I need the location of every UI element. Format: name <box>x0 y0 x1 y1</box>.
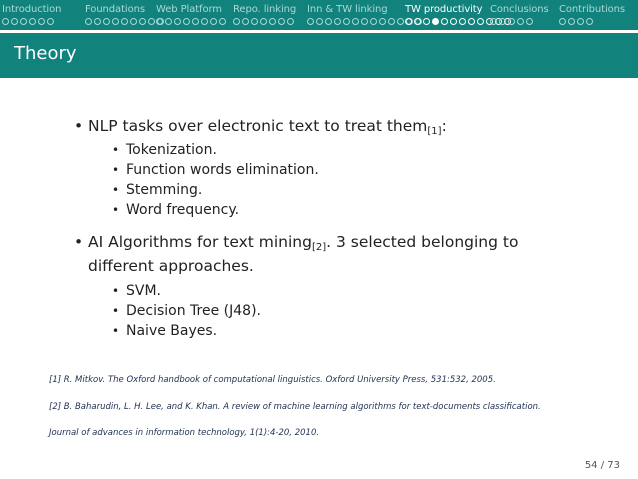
nav-slide-dot[interactable] <box>165 18 172 25</box>
nav-slide-dot[interactable] <box>459 18 466 25</box>
nav-slide-dot[interactable] <box>148 18 155 25</box>
nav-section-label[interactable]: Repo. linking <box>233 4 297 15</box>
bullet-icon: • <box>112 203 120 217</box>
nav-slide-dot[interactable] <box>370 18 377 25</box>
bullet-text: different approaches. <box>88 257 254 275</box>
sub-bullet <box>112 181 203 200</box>
sub-bullet-text: Function words elimination. <box>126 162 319 178</box>
nav-section-label[interactable]: Foundations <box>85 4 145 15</box>
nav-slide-dot[interactable] <box>508 18 515 25</box>
nav-section-label[interactable]: TW productivity <box>405 4 483 15</box>
nav-slide-dot[interactable] <box>526 18 533 25</box>
nav-slide-dot[interactable] <box>307 18 314 25</box>
nav-slide-dot[interactable] <box>210 18 217 25</box>
sub-bullet-text: Word frequency. <box>126 202 240 218</box>
frame-title: Theory <box>14 43 77 64</box>
nav-slide-dot[interactable] <box>397 18 404 25</box>
nav-slide-dot[interactable] <box>112 18 119 25</box>
nav-section-label[interactable]: Contributions <box>559 4 625 15</box>
bullet-icon: • <box>112 143 120 157</box>
sub-bullet <box>112 201 240 220</box>
bullet-icon: • <box>112 163 120 177</box>
nav-slide-dot[interactable] <box>192 18 199 25</box>
nav-section-dots[interactable] <box>85 18 164 25</box>
nav-slide-dot[interactable] <box>441 18 448 25</box>
reference-2-continued: Journal of advances in information technology, 1(1):4-20, 2010. <box>49 428 320 438</box>
nav-slide-dot[interactable] <box>568 18 575 25</box>
nav-slide-dot[interactable] <box>278 18 285 25</box>
nav-slide-dot[interactable] <box>468 18 475 25</box>
nav-slide-dot[interactable] <box>242 18 249 25</box>
sub-bullet-text: Naive Bayes. <box>126 323 218 339</box>
nav-slide-dot[interactable] <box>183 18 190 25</box>
nav-slide-dot[interactable] <box>325 18 332 25</box>
nav-slide-dot[interactable] <box>29 18 36 25</box>
nav-slide-dot[interactable] <box>352 18 359 25</box>
nav-slide-dot[interactable] <box>156 18 163 25</box>
nav-slide-dot[interactable] <box>477 18 484 25</box>
frame-title-bar <box>0 33 638 78</box>
nav-slide-dot[interactable] <box>361 18 368 25</box>
bullet-text-tail: : <box>441 117 447 135</box>
nav-slide-dot[interactable] <box>316 18 323 25</box>
nav-slide-dot[interactable] <box>577 18 584 25</box>
nav-section-label[interactable]: Introduction <box>2 4 62 15</box>
nav-slide-dot[interactable] <box>414 18 421 25</box>
nav-slide-dot[interactable] <box>121 18 128 25</box>
nav-slide-dot[interactable] <box>201 18 208 25</box>
sub-bullet <box>112 322 218 341</box>
reference-2: [2] B. Baharudin, L. H. Lee, and K. Khan. A review of machine learning algorithms for text-documents classification. <box>49 402 541 412</box>
page-number: 54 / 73 <box>584 460 620 471</box>
bullet-text: NLP tasks over electronic text to treat them <box>88 117 428 135</box>
nav-slide-dot[interactable] <box>586 18 593 25</box>
bullet-text-tail: . 3 selected belonging to <box>326 233 519 251</box>
nav-section-dots[interactable] <box>490 18 533 25</box>
nav-slide-dot[interactable] <box>343 18 350 25</box>
sub-bullet-text: Decision Tree (J48). <box>126 303 261 319</box>
nav-slide-dot[interactable] <box>139 18 146 25</box>
bullet-icon: • <box>74 117 84 135</box>
nav-slide-dot[interactable] <box>130 18 137 25</box>
nav-slide-dot[interactable] <box>94 18 101 25</box>
sub-bullet <box>112 302 261 321</box>
nav-slide-dot[interactable] <box>517 18 524 25</box>
sub-bullet-text: SVM. <box>126 283 161 299</box>
sub-bullet-text: Tokenization. <box>126 142 217 158</box>
sub-bullet <box>112 161 319 180</box>
bullet-icon: • <box>112 284 120 298</box>
nav-slide-dot[interactable] <box>2 18 9 25</box>
nav-section-dots[interactable] <box>2 18 54 25</box>
nav-section-dots[interactable] <box>233 18 294 25</box>
nav-section-label[interactable]: Inn & TW linking <box>307 4 388 15</box>
nav-slide-dot[interactable] <box>432 18 439 25</box>
nav-slide-dot[interactable] <box>450 18 457 25</box>
citation: [2] <box>311 242 327 253</box>
nav-slide-dot[interactable] <box>174 18 181 25</box>
citation: [1] <box>427 126 442 137</box>
nav-section-label[interactable]: Conclusions <box>490 4 549 15</box>
bullet-icon: • <box>74 233 84 251</box>
nav-slide-dot[interactable] <box>499 18 506 25</box>
bullet-icon: • <box>112 183 120 197</box>
nav-slide-dot[interactable] <box>334 18 341 25</box>
nav-section-dots[interactable] <box>559 18 593 25</box>
bullet-nlp-tasks <box>74 115 447 143</box>
nav-section-dots[interactable] <box>156 18 226 25</box>
nav-slide-dot[interactable] <box>20 18 27 25</box>
nav-slide-dot[interactable] <box>405 18 412 25</box>
sub-bullet-text: Stemming. <box>126 182 203 198</box>
nav-slide-dot[interactable] <box>47 18 54 25</box>
nav-slide-dot[interactable] <box>219 18 226 25</box>
nav-slide-dot[interactable] <box>103 18 110 25</box>
sub-bullet <box>112 141 217 160</box>
nav-slide-dot[interactable] <box>85 18 92 25</box>
bullet-icon: • <box>112 324 120 338</box>
nav-slide-dot[interactable] <box>251 18 258 25</box>
reference-1: [1] R. Mitkov. The Oxford handbook of computational linguistics. Oxford University Press, 531:532, 2005. <box>49 375 496 385</box>
nav-slide-dot[interactable] <box>260 18 267 25</box>
nav-slide-dot[interactable] <box>559 18 566 25</box>
nav-slide-dot[interactable] <box>38 18 45 25</box>
bullet-text: AI Algorithms for text mining <box>88 233 312 251</box>
nav-slide-dot[interactable] <box>287 18 294 25</box>
bullet-icon: • <box>112 304 120 318</box>
nav-slide-dot[interactable] <box>490 18 497 25</box>
nav-slide-dot[interactable] <box>423 18 430 25</box>
nav-section-label[interactable]: Web Platform <box>156 4 222 15</box>
bullet-ai-algorithms-line2 <box>88 255 254 277</box>
sub-bullet <box>112 282 161 301</box>
nav-slide-dot[interactable] <box>11 18 18 25</box>
nav-slide-dot[interactable] <box>269 18 276 25</box>
nav-slide-dot[interactable] <box>233 18 240 25</box>
section-navigation <box>0 0 638 30</box>
nav-slide-dot[interactable] <box>379 18 386 25</box>
nav-slide-dot[interactable] <box>388 18 395 25</box>
